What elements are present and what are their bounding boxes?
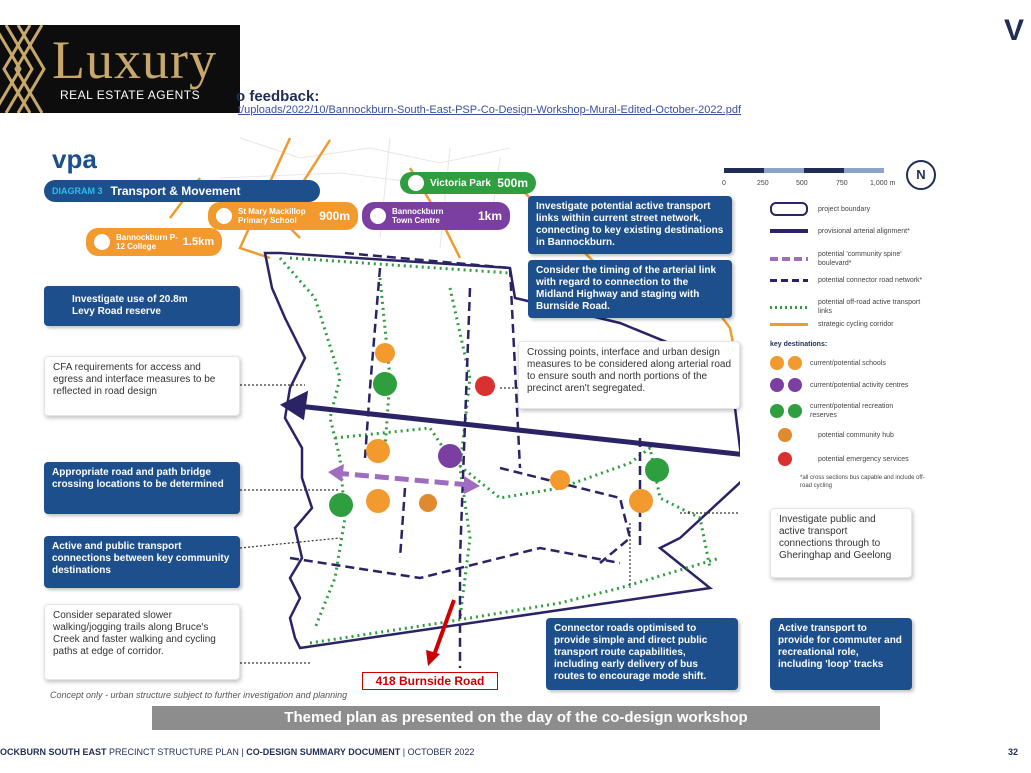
legend-label: potential off-road active transport links bbox=[818, 299, 921, 315]
legend-label: current/potential recreation reserves bbox=[810, 403, 894, 419]
destination-name: Bannockburn Town Centre bbox=[392, 207, 444, 225]
callout-public-transport: Active and public transport connections between key community destinations bbox=[44, 536, 240, 588]
callout-arterial-timing: Consider the timing of the arterial link with regard to connection to the Midland Highway and staging with Burnside Road. bbox=[528, 260, 732, 318]
school-icon bbox=[216, 208, 232, 224]
callout-cfa: CFA requirements for access and egress and interface measures to be reflected in road design bbox=[44, 356, 240, 416]
callout-active-links: Investigate potential active transport links within current street network, connecting to key existing destinations in Bannockburn. bbox=[528, 196, 732, 254]
diamond-pattern-icon bbox=[0, 25, 52, 113]
destination-name: St Mary Mackillop Primary School bbox=[238, 207, 306, 225]
page-number: 32 bbox=[1008, 747, 1019, 757]
callout-connector-roads: Connector roads optimised to provide simple and direct public transport route capabilities, including early delivery of bus routes to encourage mode shift. bbox=[546, 618, 738, 690]
scale-tick: 750 bbox=[836, 180, 848, 187]
address-label: 418 Burnside Road bbox=[362, 672, 498, 690]
concept-note: Concept only - urban structure subject to further investigation and planning bbox=[50, 690, 348, 700]
diagram-title: Transport & Movement bbox=[110, 184, 241, 198]
diagram-number: DIAGRAM 3 bbox=[52, 186, 103, 196]
footer-date: | OCTOBER 2022 bbox=[400, 747, 475, 757]
legend-label: potential community hub bbox=[818, 431, 894, 439]
legend-label: provisional arterial alignment* bbox=[818, 228, 910, 235]
scale-tick: 1,000 m bbox=[870, 180, 896, 187]
callout-levy-road: Investigate use of 20.8m Levy Road reserve bbox=[44, 286, 240, 326]
legend-label: strategic cycling corridor bbox=[818, 321, 894, 328]
scale-tick: 500 bbox=[796, 180, 808, 187]
footer-doc: CO-DESIGN SUMMARY DOCUMENT bbox=[246, 747, 401, 757]
emergency-icon bbox=[475, 376, 495, 396]
recreation-icon bbox=[408, 175, 424, 191]
scale-tick: 250 bbox=[757, 180, 769, 187]
destination-town-centre bbox=[362, 202, 510, 230]
activity-centre-icon bbox=[370, 208, 386, 224]
scale-bar bbox=[724, 168, 910, 176]
activity-centre-icon bbox=[438, 444, 462, 468]
callout-gheringhap: Investigate public and active transport connections through to Gheringhap and Geelong bbox=[770, 508, 912, 578]
legend-footnote: *all cross sections bus capable and include off-road cycling bbox=[800, 475, 925, 489]
themed-plan-banner: Themed plan as presented on the day of the co-design workshop bbox=[152, 706, 880, 730]
legend-label: project boundary bbox=[818, 205, 871, 213]
callout-trails: Consider separated slower walking/jogging trails along Bruce's Creek and faster walking and cycling paths at edge of corridor. bbox=[44, 604, 240, 680]
destination-name: Bannockburn P-12 College bbox=[116, 233, 178, 251]
legend-label: potential connector road network* bbox=[818, 277, 923, 284]
destination-distance: 900m bbox=[319, 209, 350, 223]
feedback-link[interactable]: t/uploads/2022/10/Bannockburn-South-East-PSP-Co-Design-Workshop-Mural-Edited-October-2022.pdf bbox=[238, 104, 742, 116]
destination-distance: 1km bbox=[477, 209, 502, 223]
callout-crossing: Crossing points, interface and urban design measures to be considered along arterial road to ensure south and north portions of the precinct aren't segregated. bbox=[518, 341, 740, 409]
footer-text: PRECINCT STRUCTURE PLAN | bbox=[106, 747, 247, 757]
legend-label: potential emergency services bbox=[818, 455, 909, 463]
callout-bridge: Appropriate road and path bridge crossing locations to be determined bbox=[44, 462, 240, 514]
destination-name: Victoria Park bbox=[430, 177, 491, 189]
legend bbox=[770, 202, 940, 502]
scale-tick: 0 bbox=[722, 180, 726, 187]
legend-label: current/potential activity centres bbox=[810, 381, 909, 389]
destination-distance: 1.5km bbox=[182, 236, 214, 248]
diagram-title-bar bbox=[44, 180, 320, 202]
feedback-heading: o feedback: bbox=[236, 88, 320, 105]
logo-wordmark: Luxury bbox=[52, 30, 217, 90]
logo-tagline: REAL ESTATE AGENTS bbox=[60, 88, 201, 102]
destination-victoria-park bbox=[400, 172, 536, 194]
corner-letter: V bbox=[1004, 14, 1025, 47]
school-icon bbox=[94, 234, 110, 250]
destination-st-mary-school bbox=[208, 202, 358, 230]
hub-icons bbox=[419, 494, 437, 512]
destination-distance: 500m bbox=[497, 176, 528, 190]
legend-label: potential 'community spine' boulevard* bbox=[818, 251, 902, 267]
destination-p12-college bbox=[86, 228, 222, 256]
vpa-logo: vpa bbox=[52, 144, 97, 174]
footer bbox=[0, 747, 474, 757]
legend-destinations-title: key destinations: bbox=[770, 341, 828, 348]
legend-label: current/potential schools bbox=[810, 359, 886, 367]
callout-active-transport: Active transport to provide for commuter and recreational role, including 'loop' tracks bbox=[770, 618, 912, 690]
footer-project: OCKBURN SOUTH EAST bbox=[0, 747, 107, 757]
address-arrow bbox=[426, 600, 454, 666]
north-arrow-icon: N bbox=[906, 160, 936, 190]
